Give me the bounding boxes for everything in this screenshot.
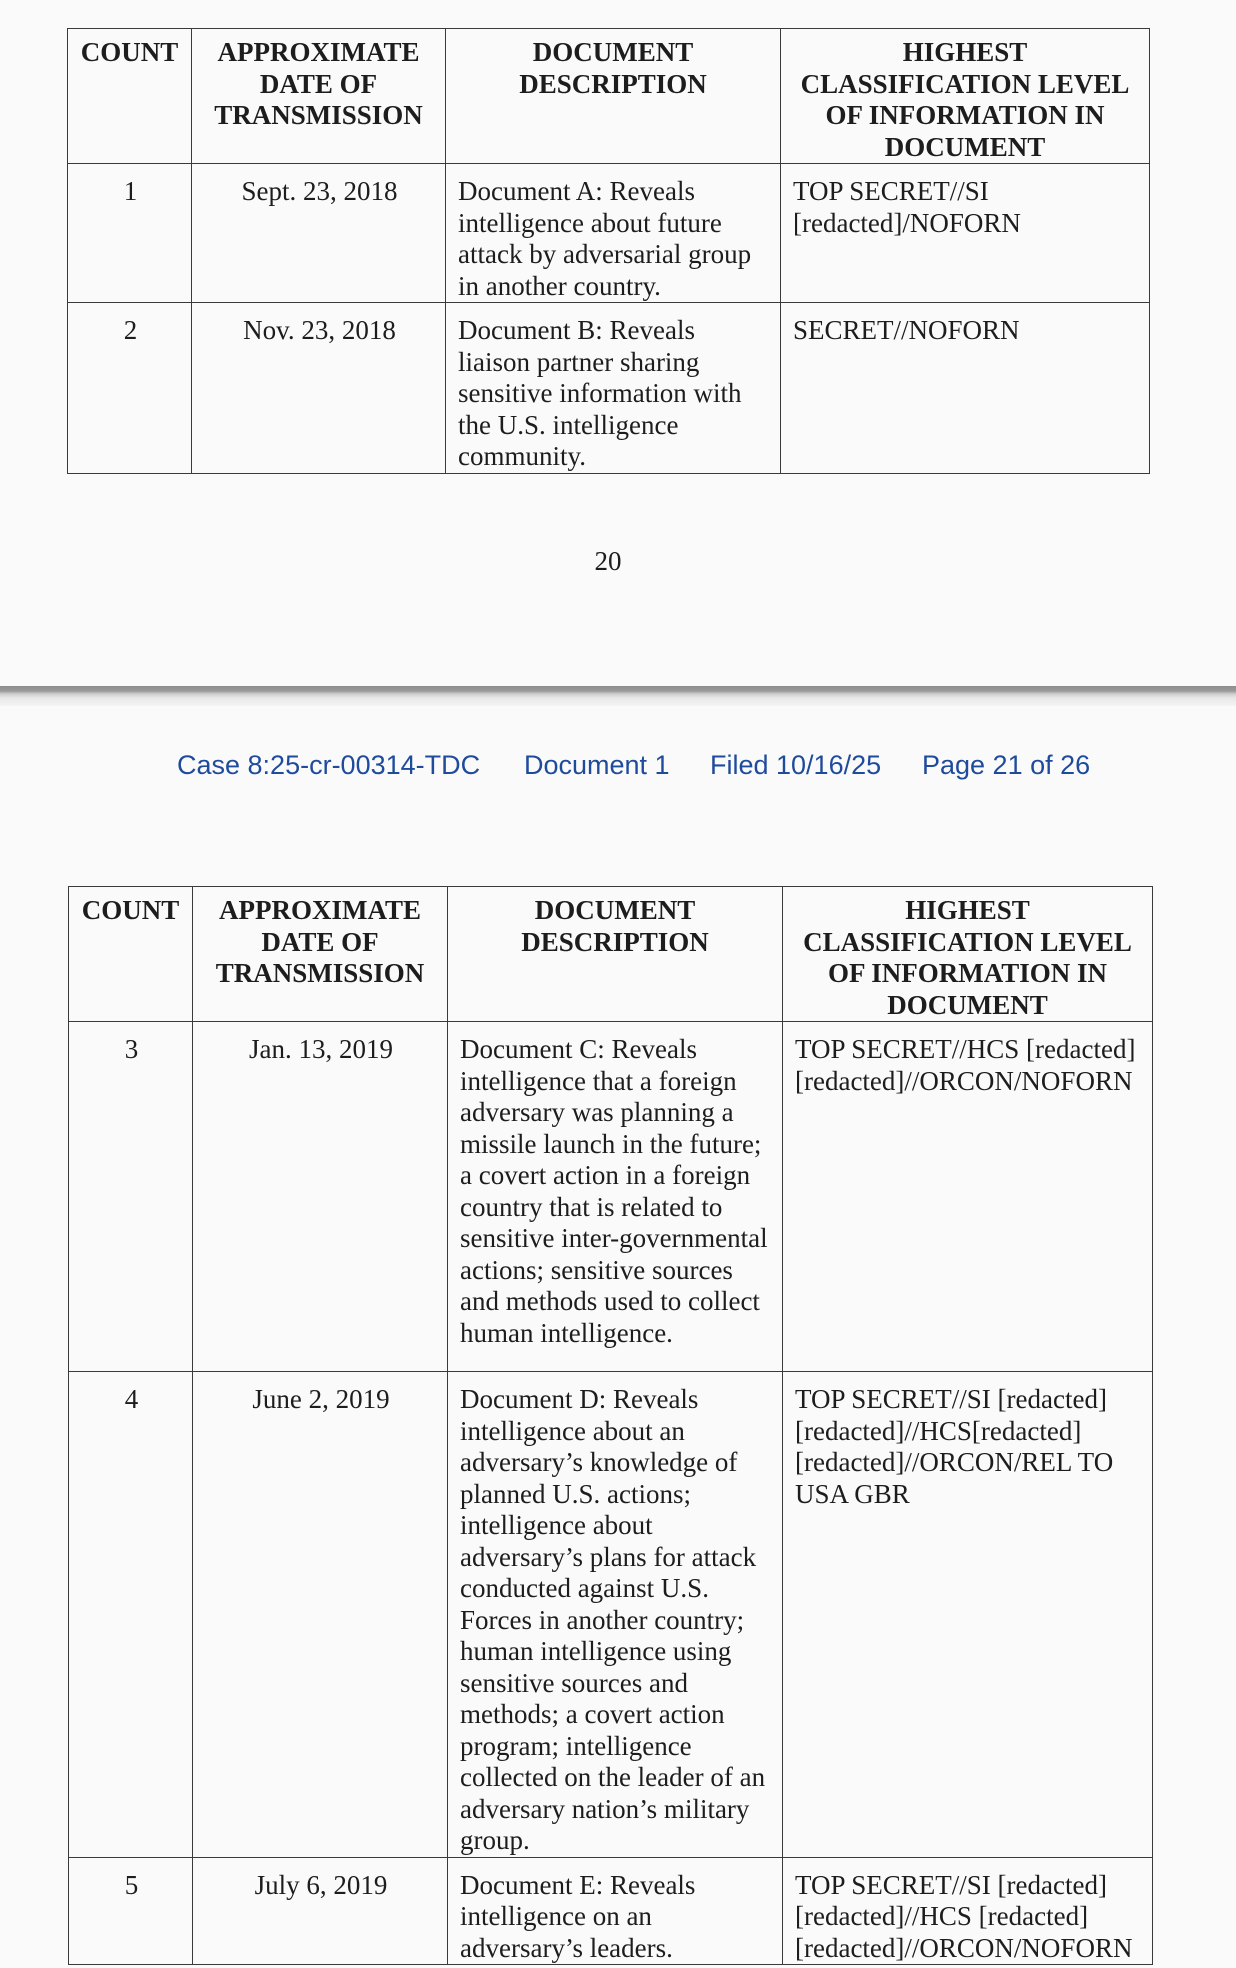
page-21 <box>0 706 1236 1968</box>
date-cell: July 6, 2019 <box>193 1857 448 1965</box>
count-cell: 4 <box>69 1372 193 1858</box>
date-cell: Jan. 13, 2019 <box>193 1022 448 1372</box>
count-cell: 2 <box>68 303 192 474</box>
classification-cell: TOP SECRET//SI [redacted]/NOFORN <box>781 164 1150 303</box>
description-cell: Document E: Reveals intelligence on an adversary’s leaders. <box>448 1857 783 1965</box>
table-row <box>69 1857 1153 1965</box>
case-number: Case 8:25-cr-00314-TDC <box>177 750 481 780</box>
table-row <box>68 164 1150 303</box>
document-number: Document 1 <box>524 750 670 780</box>
column-header-date: APPROXIMATE DATE OF TRANSMISSION <box>193 887 448 1022</box>
date-cell: Nov. 23, 2018 <box>192 303 446 474</box>
date-cell: Sept. 23, 2018 <box>192 164 446 303</box>
page-20 <box>0 0 1236 686</box>
filed-date: Filed 10/16/25 <box>710 750 882 780</box>
column-header-classification: HIGHEST CLASSIFICATION LEVEL OF INFORMATION IN DOCUMENT <box>783 887 1153 1022</box>
page-divider <box>0 686 1236 706</box>
count-cell: 1 <box>68 164 192 303</box>
table-row <box>69 1372 1153 1858</box>
table-header-row <box>69 887 1153 1022</box>
classified-documents-table-page-20 <box>67 28 1150 474</box>
column-header-count: COUNT <box>69 887 193 1022</box>
count-cell: 5 <box>69 1857 193 1965</box>
column-header-classification: HIGHEST CLASSIFICATION LEVEL OF INFORMATION IN DOCUMENT <box>781 29 1150 164</box>
column-header-count: COUNT <box>68 29 192 164</box>
table-header-row <box>68 29 1150 164</box>
date-cell: June 2, 2019 <box>193 1372 448 1858</box>
column-header-description: DOCUMENT DESCRIPTION <box>446 29 781 164</box>
description-cell: Document B: Reveals liaison partner sharing sensitive information with the U.S. intelligence community. <box>446 303 781 474</box>
table-row <box>68 303 1150 474</box>
description-cell: Document C: Reveals intelligence that a foreign adversary was planning a missile launch in the future; a covert action in a foreign country that is related to sensitive inter-governmental actions; sensitive sources and methods used to collect human intelligence. <box>448 1022 783 1372</box>
page-number: 20 <box>594 546 622 576</box>
count-cell: 3 <box>69 1022 193 1372</box>
column-header-date: APPROXIMATE DATE OF TRANSMISSION <box>192 29 446 164</box>
classification-cell: SECRET//NOFORN <box>781 303 1150 474</box>
description-cell: Document D: Reveals intelligence about an adversary’s knowledge of planned U.S. actions; intelligence about adversary’s plans for attack conducted against U.S. Forces in another country; human intelligence using sensitive sources and methods; a covert action program; intelligence collected on the leader of an adversary nation’s military group. <box>448 1372 783 1858</box>
table-row <box>69 1022 1153 1372</box>
classification-cell: TOP SECRET//HCS [redacted] [redacted]//ORCON/NOFORN <box>783 1022 1153 1372</box>
classification-cell: TOP SECRET//SI [redacted] [redacted]//HCS [redacted] [redacted]//ORCON/NOFORN <box>783 1857 1153 1965</box>
column-header-description: DOCUMENT DESCRIPTION <box>448 887 783 1022</box>
classification-cell: TOP SECRET//SI [redacted] [redacted]//HCS[redacted] [redacted]//ORCON/REL TO USA GBR <box>783 1372 1153 1858</box>
classified-documents-table-page-21 <box>68 886 1153 1965</box>
description-cell: Document A: Reveals intelligence about future attack by adversarial group in another country. <box>446 164 781 303</box>
page-indicator: Page 21 of 26 <box>922 750 1091 780</box>
